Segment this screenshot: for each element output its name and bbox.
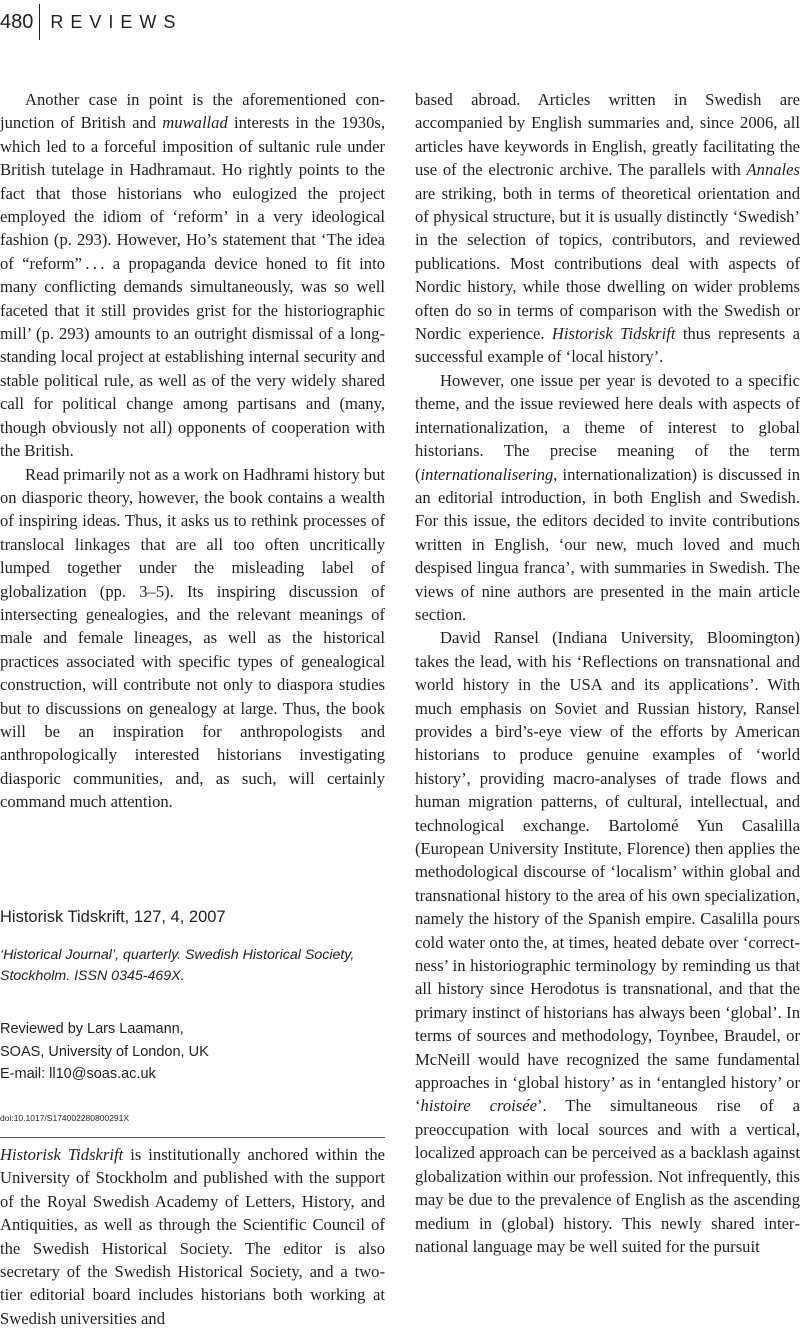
paragraph: Read primarily not as a work on Hadhrami history but on diasporic theory, however, the book contains a wealth of inspiring ideas. Thus, it asks us to rethink processes of translocal linkages that are all too often uncritically lumped together under the misleading label of globalization (pp. 3–5). Its inspiring discussion of intersecting genealogies, and the relevant meanings of male and female lineages, as well as the historical practices associated with specific types of genealogical construction, will contribute not only to diaspora studies but to discussions on genealogy at large. Thus, the book will be an inspiration for anthropologists and anthropologically interested historians investigating diasporic communities, and, as such, will certainly command much attention. bbox=[0, 464, 385, 812]
italic-term: histoire croisée bbox=[420, 1096, 537, 1116]
paragraph: David Ransel (Indiana University, Bloomington) takes the lead, with his ‘Reflections on transnational and world history in the USA and its applications’. With much emphasis on Soviet and Russian history, Ransel provides a bird’s-eye view of the efforts by American historians to produce genuine examples of ‘world history’, providing macro-analyses of trade flows and human migration patterns, of cultural, intellectual, and technological exchange. Bartolomé Yun Casalilla (European University Institute, Florence) then applies the methodological discourse of ‘localism’ within global and transnational history to the area of his own specialization, namely the history of the Spanish empire. Casalilla pours cold water onto the, at times, heated debate over ‘correctness’ in historiographic terminology by reminding us that all history since Herodotus is transnational, and that the primary instinct of historians has always been ‘global’. In terms of sources and methodology, Toynbee, Braudel, or McNeill would have recognized the same fundamental approaches in ‘global history’ as in ‘entangled history’ or ‘histoire croisée’. The simultaneous rise of a preoccupation with local sources and with a vertical, localized approach can be perceived as a backlash against globalization within our profession. Not infrequently, this may be due to the prevalence of English as the ascending medium in (global) history. This newly shared international language may be well suited for the pursuit bbox=[415, 628, 800, 1256]
left-column-bottom bbox=[0, 1143, 385, 1330]
italic-term: Historisk Tidskrift bbox=[0, 1145, 124, 1164]
running-head: REVIEWS bbox=[50, 11, 183, 32]
section-divider bbox=[0, 1137, 385, 1138]
journal-description: ‘Historical Journal’, quarterly. Swedish Historical Society, Stockholm. ISSN 0345-469X. bbox=[0, 947, 355, 984]
right-column bbox=[415, 88, 800, 1258]
italic-term: Historisk Tidskrift bbox=[551, 324, 676, 344]
reviewer-block bbox=[0, 1018, 209, 1086]
doi[interactable]: doi:10.1017/S174002280800291X bbox=[0, 1113, 130, 1123]
page-number: 480 bbox=[0, 10, 34, 33]
italic-term: muwallad bbox=[162, 113, 228, 133]
page-header bbox=[0, 4, 182, 40]
paragraph: Historisk Tidskrift is institutionally anchored within the University of Stockholm and published with the support of the Royal Swedish Academy of Letters, History, and Antiquities, as well as through the Scientific Council of the Swedish Historical Society. The editor is also secretary of the Swedish Historical Society, and a two-tier editorial board includes historians both working at Swedish universities and bbox=[0, 1145, 385, 1328]
email-link[interactable]: ll10@soas.ac.uk bbox=[49, 1066, 156, 1082]
reviewer-affiliation: SOAS, University of London, UK bbox=[0, 1043, 209, 1060]
reviewer-name: Reviewed by Lars Laamann, bbox=[0, 1021, 184, 1037]
paragraph: However, one issue per year is devoted to a specific theme, and the issue reviewed here deals with aspects of internationalization, a theme of interest to global historians. The precise meaning of the term (internationalisering, internationalization) is discussed in an editorial introduction, in both English and Swedish. For this issue, the editors decided to invite contributions written in English, ‘our new, much loved and much despised lingua franca’, with summaries in Swedish. The views of nine authors are presented in the main article section. bbox=[415, 370, 800, 624]
paragraph: based abroad. Articles written in Swedish are accompanied by English summaries and, since 2006, all articles have keywords in English, greatly facilitating the use of the electronic archive. The parallels with Annales are striking, both in terms of theoretical orientation and of physical structure, but it is usually distinctly ‘Swedish’ in the selection of topics, contributors, and reviewed publications. Most contributions deal with aspects of Nordic history, while those dwelling on wider problems often do so in terms of comparison with the Swedish or Nordic experience. Historisk Tidskrift thus represents a successful example of ‘local history’. bbox=[415, 90, 800, 367]
left-column bbox=[0, 88, 385, 814]
paragraph: Another case in point is the aforementioned conjunction of British and muwallad interests in the 1930s, which led to a forceful imposition of sultanic rule under British tutelage in Hadhramaut. Ho rightly points to the fact that those historians who eulogized the project employed the idiom of ‘reform’ in a very ideological fashion (p. 293). However, Ho’s statement that ‘The idea of “reform” . . . a propaganda device honed to fit into many conflicting demands simultaneously, was so well faceted that it still provides grist for the historiographic mill’ (p. 293) amounts to an outright dismissal of a longstanding local project at establishing internal security and stable political rule, as well as of the very widely shared call for political change among partisans and (many, though obviously not all) opponents of cooperation with the British. bbox=[0, 90, 385, 461]
italic-term: Annales bbox=[746, 160, 800, 180]
email-label: E-mail: bbox=[0, 1066, 50, 1082]
review-title: Historisk Tidskrift, 127, 4, 2007 bbox=[0, 908, 226, 926]
italic-term: internationalisering bbox=[420, 464, 554, 484]
